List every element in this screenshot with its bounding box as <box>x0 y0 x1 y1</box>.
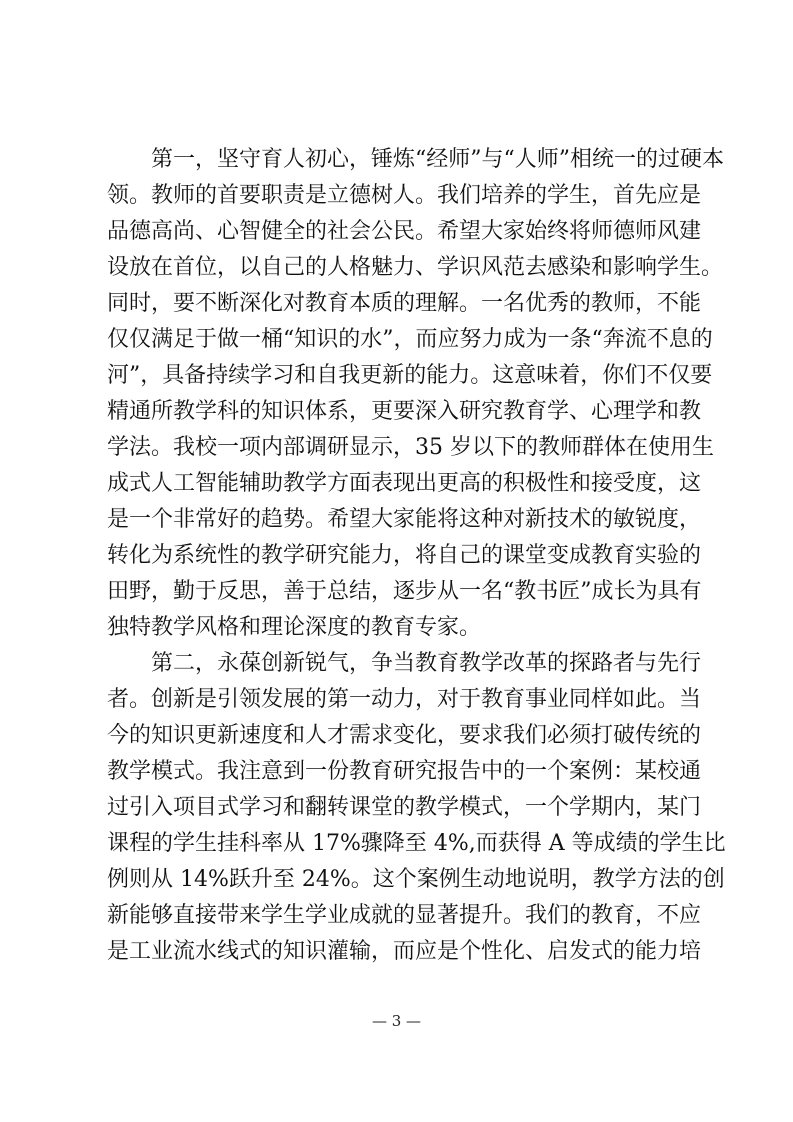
text-line: 新能够直接带来学生学业成就的显著提升。我们的教育，不应 <box>107 903 702 928</box>
text-line: 品德高尚、心智健全的社会公民。希望大家始终将师德师风建 <box>107 219 702 244</box>
text-line: 过引入项目式学习和翻转课堂的教学模式，一个学期内，某门 <box>107 795 702 820</box>
text-line: 田野，勤于反思，善于总结，逐步从一名“教书匠”成长为具有 <box>107 579 702 604</box>
text-line: 领。教师的首要职责是立德树人。我们培养的学生，首先应是 <box>107 183 702 208</box>
text-line: 今的知识更新速度和人才需求变化，要求我们必须打破传统的 <box>107 723 702 748</box>
text-line: 教学模式。我注意到一份教育研究报告中的一个案例：某校通 <box>107 759 702 784</box>
text-line: 仅仅满足于做一桶“知识的水”，而应努力成为一条“奔流不息的 <box>107 327 713 352</box>
text-line: 成式人工智能辅助教学方面表现出更高的积极性和接受度，这 <box>107 471 702 496</box>
text-line: 学法。我校一项内部调研显示，35 岁以下的教师群体在使用生 <box>107 435 714 460</box>
page-number: — 3 — <box>371 1012 422 1030</box>
paragraph-2 <box>107 646 726 970</box>
text-line: 例则从 14%跃升至 24%。这个案例生动地说明，教学方法的创 <box>107 867 725 892</box>
text-line: 是一个非常好的趋势。希望大家能将这种对新技术的敏锐度， <box>107 507 702 532</box>
body-text <box>107 142 726 970</box>
text-line: 第一，坚守育人初心，锤炼“经师”与“人师”相统一的过硬本 <box>151 147 724 172</box>
text-line: 精通所教学科的知识体系，更要深入研究教育学、心理学和教 <box>107 399 702 424</box>
text-line: 独特教学风格和理论深度的教育专家。 <box>107 615 482 640</box>
text-line: 河”，具备持续学习和自我更新的能力。这意味着，你们不仅要 <box>107 363 713 388</box>
text-line: 是工业流水线式的知识灌输，而应是个性化、启发式的能力培 <box>107 939 702 964</box>
text-line: 课程的学生挂科率从 17%骤降至 4%,而获得 A 等成绩的学生比 <box>107 831 726 856</box>
text-line: 者。创新是引领发展的第一动力，对于教育事业同样如此。当 <box>107 687 702 712</box>
text-line: 设放在首位，以自己的人格魅力、学识风范去感染和影响学生。 <box>107 255 724 280</box>
text-line: 转化为系统性的教学研究能力，将自己的课堂变成教育实验的 <box>107 543 702 568</box>
paragraph-1 <box>107 142 724 646</box>
text-line: 第二，永葆创新锐气，争当教育教学改革的探路者与先行 <box>151 651 702 676</box>
text-line: 同时，要不断深化对教育本质的理解。一名优秀的教师，不能 <box>107 291 702 316</box>
